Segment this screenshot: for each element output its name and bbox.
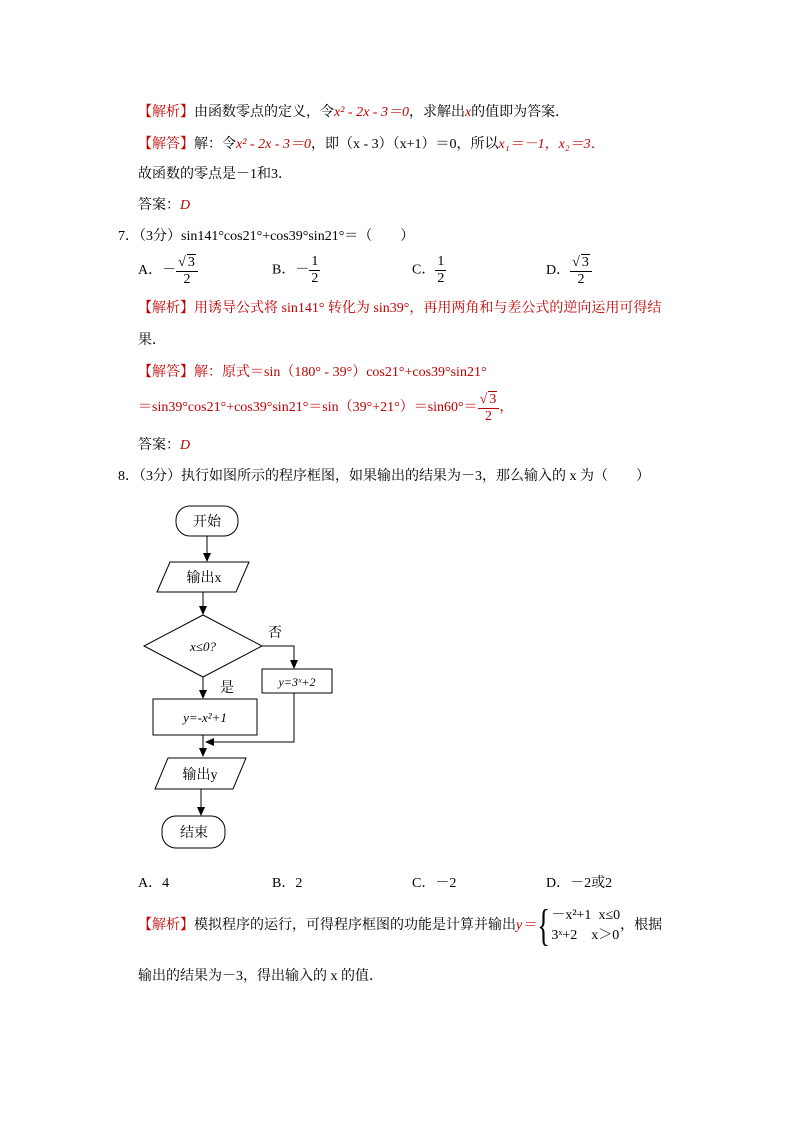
q8-analysis-continued: 输出的结果为－3，得出输入的 x 的值． (138, 969, 383, 984)
no-label: 否 (268, 626, 282, 641)
analysis-text: 的值即为答案． (471, 105, 570, 120)
answer-text: 解：令 (194, 137, 236, 152)
piecewise-case-2 (551, 926, 620, 946)
question-number: 8． (118, 469, 139, 484)
fraction-numerator: 1 (437, 254, 445, 269)
case-condition: x＞0 (591, 927, 620, 943)
case-condition: x≤0 (598, 907, 621, 923)
analysis-expression: x² - 2x - 3＝0 (334, 105, 409, 120)
q8-option-d: D．－2或2 (546, 876, 613, 891)
fraction-denominator: 2 (577, 272, 585, 287)
analysis-tag: 【解析】 (138, 105, 194, 120)
case-expression: －x²+1 (551, 907, 592, 923)
fraction-denominator: 2 (183, 272, 191, 287)
fraction-numerator: 1 (311, 254, 319, 269)
answer-text: ＝sin39°cos21°+cos39°sin21°＝sin（39°+21°）＝sin60°＝ (138, 400, 478, 415)
piecewise-brace: { (537, 900, 551, 950)
output-label: 输出y (182, 768, 218, 783)
option-label: D． (546, 263, 571, 279)
fraction-denominator: 2 (437, 271, 445, 286)
piecewise-cases (551, 906, 620, 946)
analysis-text: ，求解出 (408, 105, 465, 120)
option-label: C． (412, 262, 436, 278)
analysis-text: 模拟程序的运行，可得程序框图的功能是计算并输出 (194, 918, 516, 933)
analysis-text: 用诱导公式将 sin141° 转化为 sin39°，再用两角和与差公式的逆向运用可得结 (194, 301, 662, 316)
option-label: A．－ (138, 263, 177, 279)
final-label: 答案： (138, 198, 180, 213)
fraction-numerator: 3 (489, 391, 497, 407)
fraction-denominator: 2 (485, 408, 493, 424)
answer-text: 解：原式＝sin（180° - 39°）cos21°+cos39°sin21° (194, 365, 487, 380)
question-number: 7． (118, 229, 139, 244)
q8-option-b: B．2 (272, 876, 303, 891)
final-value: D (180, 438, 191, 453)
case-expression: 3ˣ+2 (551, 927, 578, 943)
answer-expression: x² - 2x - 3＝0 (236, 137, 311, 152)
fraction-numerator: 3 (187, 255, 195, 270)
final-label: 答案： (138, 438, 180, 453)
yes-label: 是 (220, 681, 234, 696)
analysis-tag: 【解析】 (138, 301, 194, 316)
option-fraction: $\frac{√ 3}{2}$ (570, 254, 592, 288)
answer-fraction: $\frac{√ 3}{2}$ (478, 391, 500, 425)
analysis-variable: y＝ (516, 918, 537, 933)
q7-analysis-continued: 果． (138, 333, 166, 348)
fraction-denominator: 2 (311, 271, 319, 286)
no-branch-label: y=3ˣ+2 (278, 675, 316, 689)
final-value: D (180, 198, 191, 213)
analysis-text: 由函数零点的定义，令 (194, 105, 334, 120)
fraction-numerator: 3 (581, 255, 589, 270)
q8-option-a: A．4 (138, 876, 170, 891)
end-label: 结束 (180, 826, 208, 841)
start-label: 开始 (193, 515, 221, 530)
decision-label: x≤0? (190, 639, 216, 654)
question-stem: （3分）sin141°cos21°+cos39°sin21°＝（ ） (139, 229, 415, 244)
yes-branch-label: y=-x²+1 (183, 710, 227, 725)
answer-roots: x₁＝－1，x₂＝3． (498, 137, 605, 152)
analysis-tag: 【解析】 (138, 918, 194, 933)
answer-text: ， (499, 400, 514, 415)
no-branch-line (262, 646, 294, 668)
question-stem: （3分）执行如图所示的程序框图，如果输出的结果为－3，那么输入的 x 为（ ） (139, 469, 650, 484)
analysis-variable: x (464, 105, 472, 120)
option-fraction: $\frac{√ 3}{2}$ (176, 254, 198, 288)
q8-option-c: C．－2 (412, 876, 457, 891)
q8-analysis (138, 902, 662, 950)
q6-conclusion: 故函数的零点是－1和3． (138, 167, 292, 182)
piecewise-case-1 (551, 906, 620, 926)
option-label: B．－ (272, 262, 310, 278)
answer-tag: 【解答】 (138, 137, 194, 152)
input-label: 输出x (186, 571, 222, 586)
answer-tag: 【解答】 (138, 365, 194, 380)
analysis-text: ，根据 (620, 918, 663, 933)
answer-text: ，即（x - 3）（x+1）＝0，所以 (310, 137, 499, 152)
